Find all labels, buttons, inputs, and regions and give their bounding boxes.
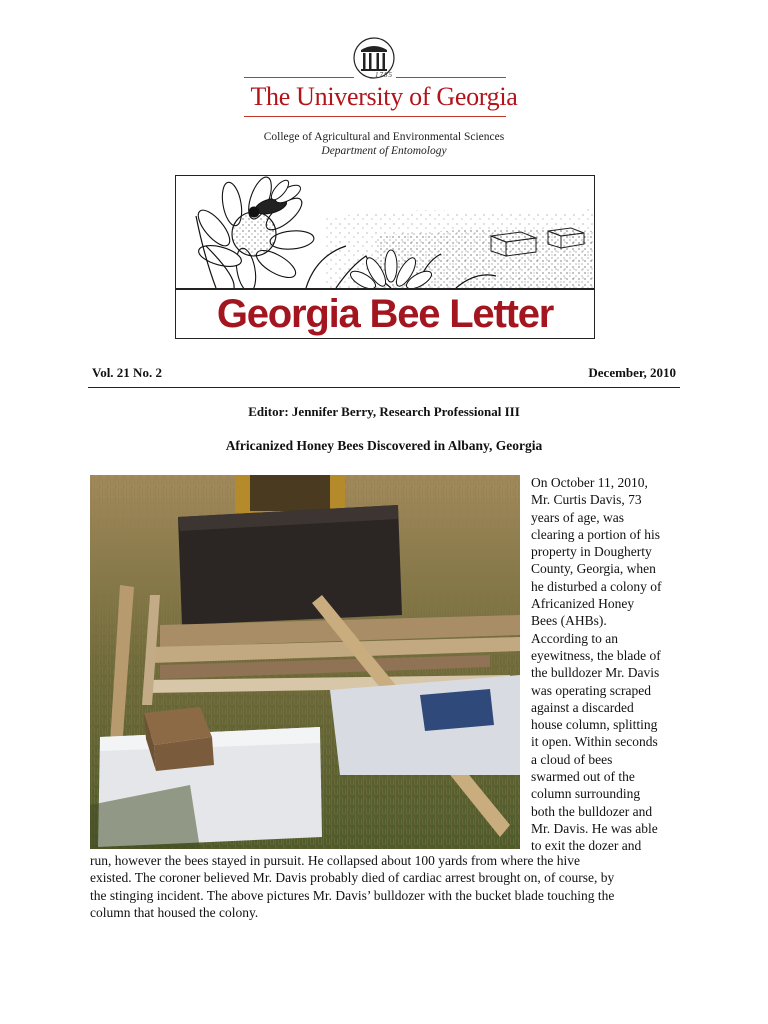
article-line: Africanized Honey: [531, 596, 635, 612]
bee-flower-illustration: [176, 176, 593, 288]
article-line: Mr. Davis. He was able: [531, 820, 658, 836]
article-line: house column, splitting: [531, 717, 658, 733]
newsletter-title: Georgia Bee Letter: [216, 292, 554, 336]
article-line: he disturbed a colony of: [531, 578, 662, 594]
article-line: years of age, was: [531, 509, 624, 525]
banner-divider: [176, 288, 594, 290]
article-line: On October 11, 2010,: [531, 475, 648, 490]
article-line: County, Georgia, when: [531, 561, 656, 577]
article-line: was operating scraped: [531, 682, 651, 698]
issue-date: December, 2010: [588, 365, 676, 380]
article-line: column that housed the colony.: [90, 904, 259, 920]
article-line: a cloud of bees: [531, 751, 613, 767]
article-line: Bees (AHBs).: [531, 613, 607, 629]
article-line: According to an: [531, 630, 618, 646]
article-line: it open. Within seconds: [531, 734, 658, 750]
article-line: clearing a portion of his: [531, 526, 660, 542]
article-line: eyewitness, the blade of: [531, 647, 661, 663]
article-line: run, however the bees stayed in pursuit. He collapsed about 100 yards from where the hive: [90, 853, 580, 868]
volume-number: Vol. 21 No. 2: [92, 365, 162, 380]
article-line: the bulldozer Mr. Davis: [531, 665, 660, 681]
editor-line: Editor: Jennifer Berry, Research Professional III: [248, 404, 520, 419]
founding-year: 1785: [375, 71, 393, 79]
college-name: College of Agricultural and Environmental Sciences: [263, 131, 505, 143]
article-line: Mr. Curtis Davis, 73: [531, 492, 642, 508]
article-body-side: [531, 474, 681, 855]
article-line: swarmed out of the: [531, 769, 635, 785]
department-name: Department of Entomology: [321, 145, 447, 157]
article-line: both the bulldozer and: [531, 803, 653, 819]
article-line: to exit the dozer and: [531, 838, 642, 854]
header-rule-right: [396, 77, 506, 78]
issue-info: [92, 365, 676, 385]
article-line: the stinging incident. The above pictures Mr. Davis’ bulldozer with the bucket blade touching the: [90, 887, 615, 903]
issue-rule: [88, 387, 680, 388]
header-rule-bottom: [244, 116, 506, 117]
bulldozer-photo: [90, 475, 520, 849]
newsletter-banner: [175, 175, 595, 339]
university-name: The University of Georgia: [250, 82, 518, 111]
article-line: property in Dougherty: [531, 544, 652, 560]
article-line: existed. The coroner believed Mr. Davis probably died of cardiac arrest brought on, of course, by: [90, 870, 615, 886]
article-line: against a discarded: [531, 699, 634, 715]
header-rule-left: [244, 77, 354, 78]
article-line: column surrounding: [531, 786, 641, 802]
article-headline: Africanized Honey Bees Discovered in Albany, Georgia: [225, 438, 543, 453]
article-body-bottom: [90, 852, 682, 921]
